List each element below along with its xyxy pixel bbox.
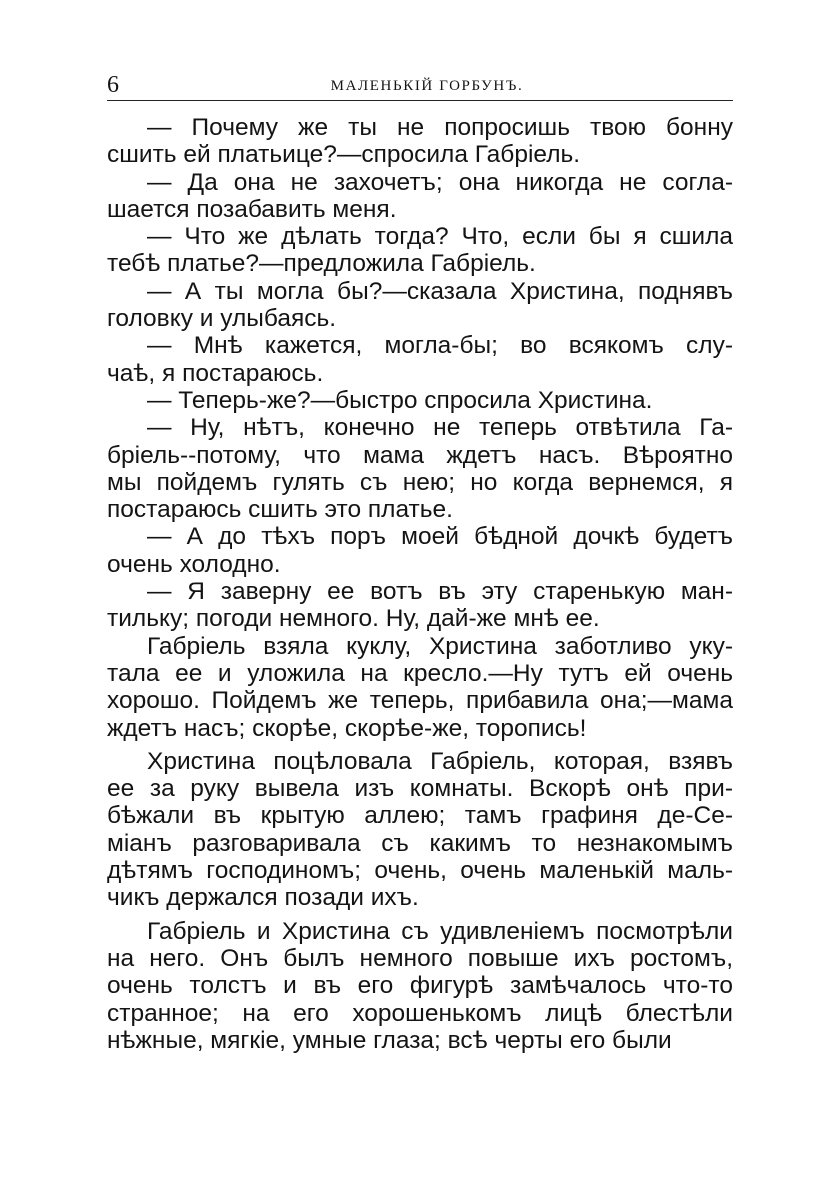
paragraph [107,578,733,633]
paragraph [107,169,733,224]
text-line: странное; на его хорошенькомъ лицѣ блестѣли [107,999,733,1027]
paragraph [107,633,733,742]
page-header [107,72,733,98]
paragraph [107,523,733,578]
text-line: — А ты могла бы?—сказала Христина, поднявъ [147,277,733,305]
text-line: — Да она не захочетъ; она никогда не согла- [147,168,733,196]
text-line: — Почему же ты не попросишь твою бонну [147,114,733,141]
text-line: міанъ разговаривала съ какимъ то незнакомымъ [107,829,733,857]
paragraph [107,748,733,912]
text-line: дѣтямъ господиномъ; очень, очень маленькій маль- [107,857,733,885]
body-text [107,114,733,1054]
text-line: Габріель взяла куклу, Христина заботливо уку- [147,632,733,660]
text-line: очень холодно. [107,550,281,578]
text-line: — Теперь-же?—быстро спросила Христина. [147,386,653,414]
header-rule [107,100,733,101]
text-line: бріель--потому, что мама ждетъ насъ. Вѣроятно [107,441,733,469]
text-line: тильку; погоди немного. Ну, дай-же мнѣ ее. [107,605,600,633]
text-line: тебѣ платье?—предложила Габріель. [107,250,536,278]
text-line: — Я заверну ее вотъ въ эту старенькую ман- [147,578,733,606]
paragraph [107,114,733,169]
text-line: очень толстъ и въ его фигурѣ замѣчалось что-то [107,972,733,1000]
text-line: ее за руку вывела изъ комнаты. Вскорѣ онѣ при- [107,775,733,803]
text-line: чаѣ, я постараюсь. [107,359,324,387]
text-line: постараюсь сшить это платье. [107,496,453,524]
text-line: Габріель и Христина съ удивленіемъ посмотрѣли [147,917,733,945]
text-line: — Что же дѣлать тогда? Что, если бы я сшила [147,223,733,251]
text-line: бѣжали въ крытую аллею; тамъ графиня де-Се- [107,802,733,830]
text-line: хорошо. Пойдемъ же теперь, прибавила она;—мама [107,687,733,715]
text-line: — Мнѣ кажется, могла-бы; во всякомъ слу- [147,332,733,360]
paragraph [107,918,733,1054]
text-line: Христина поцѣловала Габріель, которая, взявъ [147,747,733,775]
running-title: МАЛЕНЬКІЙ ГОРБУНЪ. [330,78,524,94]
text-line: нѣжные, мягкіе, умные глаза; всѣ черты его были [107,1026,672,1054]
paragraph [107,278,733,333]
paragraph [107,223,733,278]
text-line: сшить ей платьице?—спросила Габріель. [107,141,581,169]
text-line: мы пойдемъ гулять съ нею; но когда вернемся, я [107,468,733,496]
text-line: ждетъ насъ; скорѣе, скорѣе-же, торопись! [107,714,587,742]
paragraph [107,414,733,523]
page-number: 6 [107,72,119,98]
text-line: тала ее и уложила на кресло.—Ну тутъ ей очень [107,659,733,687]
text-line: чикъ держался позади ихъ. [107,884,419,912]
text-line: на него. Онъ былъ немного повыше ихъ ростомъ, [107,944,733,972]
paragraph [107,387,733,414]
text-line: головку и улыбаясь. [107,305,337,333]
paragraph [107,332,733,387]
text-line: — А до тѣхъ поръ моей бѣдной дочкѣ будетъ [147,523,733,551]
text-line: шается позабавить меня. [107,195,397,223]
text-line: — Ну, нѣтъ, конечно не теперь отвѣтила Га- [147,414,733,442]
